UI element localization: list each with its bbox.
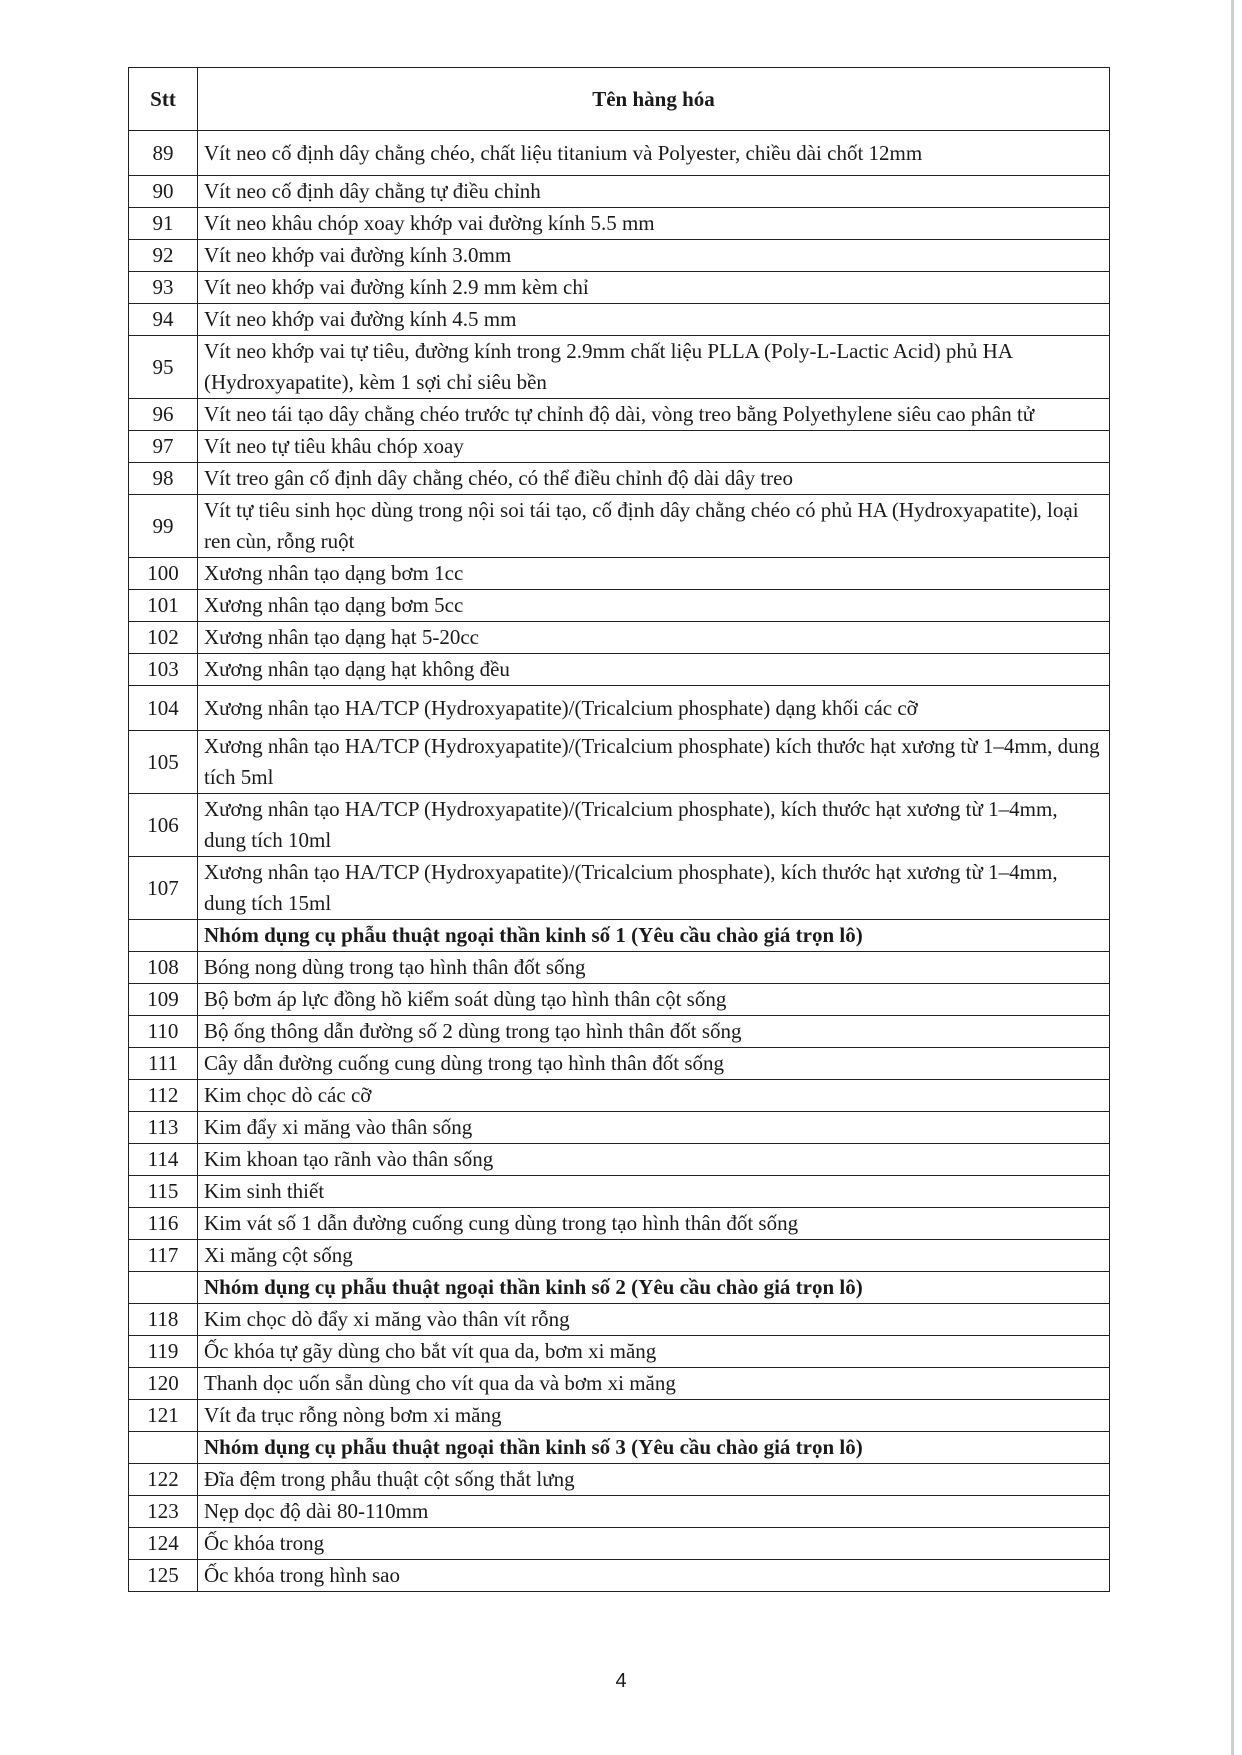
cell-name: Xương nhân tạo dạng hạt 5-20cc [198,622,1110,654]
table-row [129,1080,1110,1112]
cell-stt: 106 [129,794,198,857]
group-title: Nhóm dụng cụ phẫu thuật ngoại thần kinh số 1 (Yêu cầu chào giá trọn lô) [198,920,1110,952]
scan-edge [1231,0,1234,1755]
cell-stt: 121 [129,1400,198,1432]
group-title: Nhóm dụng cụ phẫu thuật ngoại thần kinh số 2 (Yêu cầu chào giá trọn lô) [198,1272,1110,1304]
cell-stt: 118 [129,1304,198,1336]
table-row [129,463,1110,495]
cell-stt: 98 [129,463,198,495]
table-row [129,1464,1110,1496]
cell-stt: 125 [129,1560,198,1592]
cell-name: Xương nhân tạo dạng bơm 5cc [198,590,1110,622]
cell-name: Kim sinh thiết [198,1176,1110,1208]
cell-stt: 117 [129,1240,198,1272]
cell-stt: 110 [129,1016,198,1048]
cell-name: Vít neo tái tạo dây chằng chéo trước tự chỉnh độ dài, vòng treo bằng Polyethylene siêu cao phân tử [198,399,1110,431]
table-row [129,558,1110,590]
table-header-row [129,68,1110,131]
cell-stt: 113 [129,1112,198,1144]
table-row [129,984,1110,1016]
cell-name: Vít neo khâu chóp xoay khớp vai đường kính 5.5 mm [198,208,1110,240]
cell-stt: 120 [129,1368,198,1400]
table-row [129,1208,1110,1240]
cell-stt: 109 [129,984,198,1016]
cell-stt: 111 [129,1048,198,1080]
table-body [129,131,1110,1592]
table-row [129,272,1110,304]
cell-name: Xương nhân tạo HA/TCP (Hydroxyapatite)/(Tricalcium phosphate) dạng khối các cỡ [198,686,1110,731]
table-row [129,1400,1110,1432]
table-row [129,794,1110,857]
table-row [129,622,1110,654]
cell-stt: 90 [129,176,198,208]
cell-name: Kim vát số 1 dẫn đường cuống cung dùng trong tạo hình thân đốt sống [198,1208,1110,1240]
group-row [129,1432,1110,1464]
table-row [129,1336,1110,1368]
goods-table [128,67,1110,1592]
table-row [129,399,1110,431]
cell-name: Nẹp dọc độ dài 80-110mm [198,1496,1110,1528]
cell-name: Vít neo khớp vai tự tiêu, đường kính trong 2.9mm chất liệu PLLA (Poly-L-Lactic Acid) phủ HA (Hydroxyapatite), kèm 1 sợi chỉ siêu bền [198,336,1110,399]
cell-stt [129,1272,198,1304]
cell-name: Cây dẫn đường cuống cung dùng trong tạo hình thân đốt sống [198,1048,1110,1080]
cell-stt: 93 [129,272,198,304]
cell-name: Xương nhân tạo dạng bơm 1cc [198,558,1110,590]
table-row [129,495,1110,558]
group-row [129,920,1110,952]
cell-name: Kim đẩy xi măng vào thân sống [198,1112,1110,1144]
group-title: Nhóm dụng cụ phẫu thuật ngoại thần kinh số 3 (Yêu cầu chào giá trọn lô) [198,1432,1110,1464]
cell-name: Xương nhân tạo HA/TCP (Hydroxyapatite)/(Tricalcium phosphate) kích thước hạt xương từ 1–4mm, dung tích 5ml [198,731,1110,794]
table-row [129,208,1110,240]
cell-name: Ốc khóa trong hình sao [198,1560,1110,1592]
cell-name: Xương nhân tạo dạng hạt không đều [198,654,1110,686]
cell-stt: 115 [129,1176,198,1208]
table-row [129,1240,1110,1272]
cell-stt: 94 [129,304,198,336]
cell-name: Vít neo cố định dây chằng tự điều chỉnh [198,176,1110,208]
cell-name: Kim khoan tạo rãnh vào thân sống [198,1144,1110,1176]
cell-stt: 96 [129,399,198,431]
cell-name: Đĩa đệm trong phẫu thuật cột sống thắt lưng [198,1464,1110,1496]
cell-stt: 119 [129,1336,198,1368]
cell-stt: 89 [129,131,198,176]
table-row [129,131,1110,176]
cell-name: Xương nhân tạo HA/TCP (Hydroxyapatite)/(Tricalcium phosphate), kích thước hạt xương từ 1–4mm, dung tích 10ml [198,794,1110,857]
table-row [129,686,1110,731]
cell-stt: 92 [129,240,198,272]
cell-name: Xi măng cột sống [198,1240,1110,1272]
page-number: 4 [615,1670,627,1692]
cell-name: Ốc khóa tự gãy dùng cho bắt vít qua da, bơm xi măng [198,1336,1110,1368]
table-row [129,1304,1110,1336]
cell-name: Xương nhân tạo HA/TCP (Hydroxyapatite)/(Tricalcium phosphate), kích thước hạt xương từ 1–4mm, dung tích 15ml [198,857,1110,920]
cell-stt: 102 [129,622,198,654]
cell-stt: 104 [129,686,198,731]
table-row [129,952,1110,984]
table-row [129,1048,1110,1080]
table-row [129,1112,1110,1144]
cell-stt: 95 [129,336,198,399]
table-row [129,431,1110,463]
cell-stt: 114 [129,1144,198,1176]
cell-name: Vít neo khớp vai đường kính 3.0mm [198,240,1110,272]
header-stt: Stt [129,68,198,131]
table-row [129,1560,1110,1592]
cell-name: Kim chọc dò các cỡ [198,1080,1110,1112]
cell-stt: 124 [129,1528,198,1560]
cell-name: Bộ bơm áp lực đồng hồ kiểm soát dùng tạo hình thân cột sống [198,984,1110,1016]
cell-stt: 116 [129,1208,198,1240]
cell-stt: 108 [129,952,198,984]
cell-stt: 91 [129,208,198,240]
cell-stt: 123 [129,1496,198,1528]
cell-name: Vít neo khớp vai đường kính 4.5 mm [198,304,1110,336]
cell-stt: 107 [129,857,198,920]
table-row [129,176,1110,208]
table-row [129,336,1110,399]
cell-name: Kim chọc dò đẩy xi măng vào thân vít rỗng [198,1304,1110,1336]
table-row [129,1496,1110,1528]
cell-stt: 105 [129,731,198,794]
cell-name: Bộ ống thông dẫn đường số 2 dùng trong tạo hình thân đốt sống [198,1016,1110,1048]
cell-name: Ốc khóa trong [198,1528,1110,1560]
cell-stt: 112 [129,1080,198,1112]
table-row [129,240,1110,272]
table-row [129,1528,1110,1560]
cell-name: Bóng nong dùng trong tạo hình thân đốt sống [198,952,1110,984]
group-row [129,1272,1110,1304]
table-row [129,1176,1110,1208]
table-row [129,1144,1110,1176]
cell-stt [129,920,198,952]
table-row [129,1016,1110,1048]
cell-stt: 99 [129,495,198,558]
cell-name: Vít neo tự tiêu khâu chóp xoay [198,431,1110,463]
cell-name: Thanh dọc uốn sẵn dùng cho vít qua da và bơm xi măng [198,1368,1110,1400]
cell-stt: 97 [129,431,198,463]
cell-name: Vít tự tiêu sinh học dùng trong nội soi tái tạo, cố định dây chằng chéo có phủ HA (Hydroxyapatite), loại ren cùn, rỗng ruột [198,495,1110,558]
cell-stt: 103 [129,654,198,686]
header-name: Tên hàng hóa [198,68,1110,131]
table-row [129,731,1110,794]
cell-name: Vít neo cố định dây chằng chéo, chất liệu titanium và Polyester, chiều dài chốt 12mm [198,131,1110,176]
table-row [129,1368,1110,1400]
cell-stt [129,1432,198,1464]
table-row [129,654,1110,686]
cell-stt: 122 [129,1464,198,1496]
table-row [129,857,1110,920]
cell-stt: 100 [129,558,198,590]
cell-name: Vít treo gân cố định dây chằng chéo, có thể điều chỉnh độ dài dây treo [198,463,1110,495]
cell-name: Vít neo khớp vai đường kính 2.9 mm kèm chỉ [198,272,1110,304]
table-row [129,304,1110,336]
cell-name: Vít đa trục rỗng nòng bơm xi măng [198,1400,1110,1432]
cell-stt: 101 [129,590,198,622]
table-row [129,590,1110,622]
